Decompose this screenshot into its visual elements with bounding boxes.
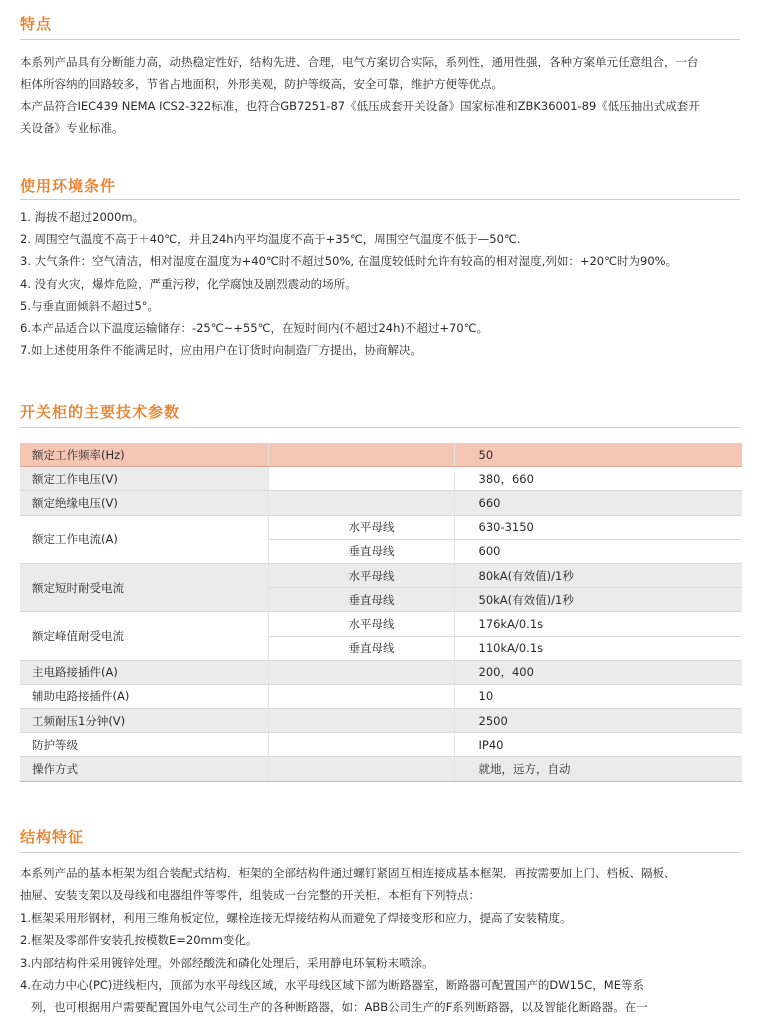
param-value: 2500 — [454, 709, 742, 733]
structure-title: 结构特征 — [20, 828, 85, 846]
features-line: 柜体所容纳的回路较多，节省占地面积，外形美观，防护等级高，安全可靠，维护方便等优点。 — [20, 77, 503, 91]
param-name: 额定工作频率(Hz) — [20, 443, 268, 467]
param-sub-label: 垂直母线 — [348, 592, 395, 607]
param-value: 380，660 — [454, 467, 742, 491]
features-line: 本系列产品具有分断能力高，动热稳定性好，结构先进、合理，电气方案切合实际，系列性，通用性强，各种方案单元任意组合，一台 — [20, 55, 699, 69]
environment-divider — [20, 199, 740, 200]
param-name: 额定工作电压(V) — [20, 467, 268, 491]
param-value: 630-3150 — [454, 515, 742, 539]
param-value: 就地，远方，自动 — [454, 757, 742, 781]
table-row — [20, 757, 742, 781]
param-sub-label: 水平母线 — [348, 616, 395, 631]
features-title: 特点 — [20, 15, 53, 33]
features-line: 本产品符合IEC439 NEMA ICS2-322标准，也符合GB7251-87《低压成套开关设备》国家标准和ZBK36001-89《低压抽出式成套开 — [20, 99, 700, 113]
param-sub-label: 水平母线 — [348, 568, 395, 583]
param-sub — [268, 684, 454, 708]
param-value: 200，400 — [454, 660, 742, 684]
features-text — [20, 51, 742, 139]
spec-table — [20, 443, 742, 782]
param-name: 防护等级 — [20, 733, 268, 757]
param-name: 额定峰值耐受电流 — [20, 612, 268, 660]
param-name: 额定短时耐受电流 — [20, 563, 268, 611]
environment-list — [20, 206, 742, 361]
structure-line: 2.框架及零部件安装孔按模数E=20mm变化。 — [20, 933, 258, 948]
param-sub — [268, 539, 454, 563]
table-row — [20, 491, 742, 515]
structure-line: 4.在动力中心(PC)进线柜内，顶部为水平母线区域，水平母线区域下部为断路器室，断路器可配置国产的DW15C，ME等系 — [20, 978, 644, 993]
table-row — [20, 612, 742, 636]
structure-line: 3.内部结构件采用镀锌处理。外部经酸洗和磷化处理后，采用静电环氧粉末喷涂。 — [20, 955, 434, 970]
environment-item: 4. 没有火灾，爆炸危险，严重污秽，化学腐蚀及剧烈震动的场所。 — [20, 276, 357, 291]
table-row — [20, 467, 742, 491]
table-row — [20, 443, 742, 467]
param-value: 110kA/0.1s — [454, 636, 742, 660]
param-value: IP40 — [454, 733, 742, 757]
param-sub — [268, 563, 454, 587]
param-value: 80kA(有效值)/1秒 — [454, 563, 742, 587]
table-row — [20, 563, 742, 587]
param-sub — [268, 467, 454, 491]
table-row — [20, 684, 742, 708]
param-name: 工频耐压1分钟(V) — [20, 709, 268, 733]
param-sub — [268, 443, 454, 467]
param-name: 主电路接插件(A) — [20, 660, 268, 684]
structure-line: 1.框架采用形钢材，利用三维角板定位，螺栓连接无焊接结构从而避免了焊接变形和应力，提高了安装精度。 — [20, 910, 572, 925]
param-sub — [268, 491, 454, 515]
features-line: 关设备》专业标准。 — [20, 121, 124, 135]
param-sub — [268, 709, 454, 733]
environment-title: 使用环境条件 — [20, 177, 117, 195]
param-sub — [268, 757, 454, 781]
param-sub — [268, 515, 454, 539]
params-title: 开关柜的主要技术参数 — [20, 403, 181, 421]
environment-item: 7.如上述使用条件不能满足时，应由用户在订货时向制造厂方提出，协商解决。 — [20, 343, 422, 358]
structure-text — [20, 862, 742, 1019]
param-value: 10 — [454, 684, 742, 708]
param-value: 50 — [454, 443, 742, 467]
param-name: 额定工作电流(A) — [20, 515, 268, 563]
table-row — [20, 709, 742, 733]
param-name: 额定绝缘电压(V) — [20, 491, 268, 515]
param-sub — [268, 588, 454, 612]
param-value: 660 — [454, 491, 742, 515]
structure-divider — [20, 852, 740, 853]
environment-item: 6.本产品适合以下温度运输储存：-25℃~+55℃，在短时间内(不超过24h)不超过+70℃。 — [20, 321, 489, 336]
param-sub-label: 水平母线 — [348, 520, 395, 535]
param-name: 操作方式 — [20, 757, 268, 781]
structure-line: 列，也可根据用户需要配置国外电气公司生产的各种断路器，如：ABB公司生产的F系列断路器，以及智能化断路器。在一 — [20, 1000, 648, 1015]
param-value: 600 — [454, 539, 742, 563]
param-sub-label: 垂直母线 — [348, 641, 395, 656]
param-value: 176kA/0.1s — [454, 612, 742, 636]
param-name: 辅助电路接插件(A) — [20, 684, 268, 708]
param-sub — [268, 733, 454, 757]
param-sub-label: 垂直母线 — [348, 544, 395, 559]
param-sub — [268, 612, 454, 636]
params-divider — [20, 427, 740, 428]
environment-item: 5.与垂直面倾斜不超过5°。 — [20, 298, 160, 313]
param-value: 50kA(有效值)/1秒 — [454, 588, 742, 612]
param-sub — [268, 636, 454, 660]
environment-item: 3. 大气条件：空气清洁，相对湿度在温度为+40℃时不超过50%, 在温度较低时允许有较高的相对湿度,列如：+20℃时为90%。 — [20, 254, 678, 269]
table-row — [20, 660, 742, 684]
environment-item: 1. 海拔不超过2000m。 — [20, 210, 145, 224]
table-row — [20, 515, 742, 539]
environment-item: 2. 周围空气温度不高于＋40℃，并且24h内平均温度不高于+35℃，周围空气温度不低于—50℃. — [20, 232, 521, 247]
features-divider — [20, 39, 740, 40]
structure-line: 本系列产品的基本柜架为组合装配式结构．柜架的全部结构件通过螺钉紧固互相连接成基本框架．再按需要加上门、档板、隔板、 — [20, 866, 676, 880]
table-row — [20, 733, 742, 757]
param-sub — [268, 660, 454, 684]
structure-line: 抽屉、安装支架以及母线和电器组件等零件，组装成一台完整的开关柜．本柜有下列特点： — [20, 888, 480, 903]
